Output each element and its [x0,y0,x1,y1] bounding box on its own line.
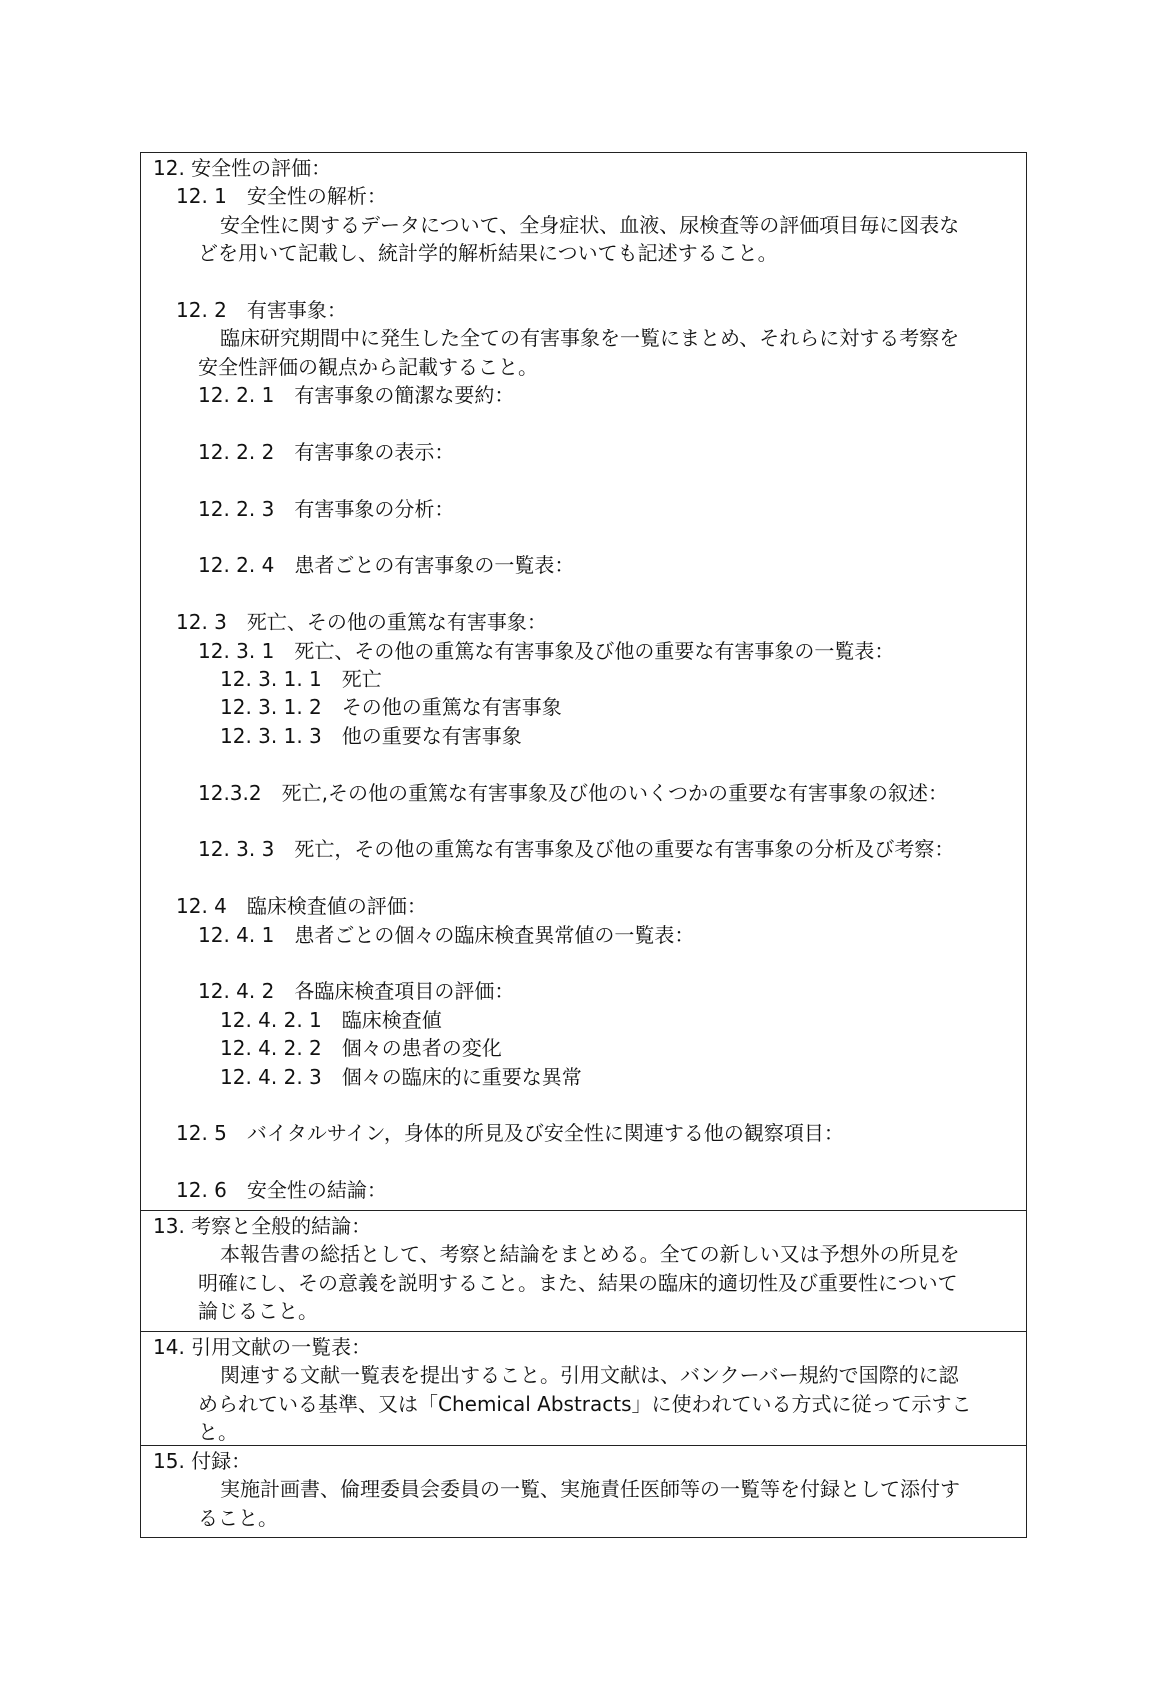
section-heading: 12. 安全性の評価： [153,156,332,180]
section-heading: 14. 引用文献の一覧表： [153,1335,372,1359]
paragraph-line: 安全性に関するデータについて、全身症状、血液、尿検査等の評価項目毎に図表な [220,212,960,237]
subsection-heading: 12. 4. 2. 2 個々の患者の変化 [220,1036,502,1061]
subsection-heading: 12. 3. 1. 2 その他の重篤な有害事象 [220,695,562,720]
paragraph-line: 関連する文献一覧表を提出すること。引用文献は、バンクーバー規約で国際的に認 [220,1363,959,1388]
subsection-heading: 12. 2. 3 有害事象の分析： [198,496,455,521]
blank-line [141,1148,1026,1176]
subsection-heading: 12. 4. 1 患者ごとの個々の臨床検査異常値の一覧表： [198,922,695,947]
subsection-heading: 12. 4 臨床検査値の評価： [176,894,427,919]
paragraph-line: 明確にし、その意義を説明すること。また、結果の臨床的適切性及び重要性について [198,1270,958,1295]
paragraph-line: 本報告書の総括として、考察と結論をまとめる。全ての新しい又は予想外の所見を [220,1242,960,1267]
section-heading: 15. 付録： [153,1449,252,1473]
subsection-heading: 12. 4. 2 各臨床検査項目の評価： [198,979,515,1004]
blank-line [141,1091,1026,1119]
subsection-heading: 12. 2 有害事象： [176,297,347,322]
blank-line [141,580,1026,608]
section-15-appendix [141,1445,1026,1537]
subsection-heading: 12. 6 安全性の結論： [176,1178,387,1203]
blank-line [141,268,1026,296]
subsection-heading: 12. 3. 1. 1 死亡 [220,667,382,692]
blank-line [141,410,1026,438]
paragraph-line: と。 [198,1420,238,1445]
subsection-heading: 12. 3 死亡、その他の重篤な有害事象： [176,610,547,635]
blank-line [141,750,1026,778]
paragraph-line: められている基準、又は「Chemical Abstracts」に使われている方式に従って示すこ [198,1391,972,1416]
section-14-references [141,1331,1026,1445]
subsection-heading: 12. 2. 2 有害事象の表示： [198,439,455,464]
paragraph-line: 臨床研究期間中に発生した全ての有害事象を一覧にまとめ、それらに対する考察を [220,326,960,351]
blank-line [141,864,1026,892]
subsection-heading: 12. 3. 1 死亡、その他の重篤な有害事象及び他の重要な有害事象の一覧表： [198,638,895,663]
subsection-heading: 12.3.2 死亡,その他の重篤な有害事象及び他のいくつかの重要な有害事象の叙述： [198,780,948,805]
paragraph-line: ること。 [198,1505,278,1530]
blank-line [141,807,1026,835]
paragraph-line: 安全性評価の観点から記載すること。 [198,354,538,379]
subsection-heading: 12. 4. 2. 3 個々の臨床的に重要な異常 [220,1064,582,1089]
section-13-discussion [141,1210,1026,1331]
paragraph-line: 論じること。 [198,1299,318,1324]
paragraph-line: 実施計画書、倫理委員会委員の一覧、実施責任医師等の一覧等を付録として添付す [220,1477,960,1502]
report-outline-table [140,152,1027,1538]
subsection-heading: 12. 2. 1 有害事象の簡潔な要約： [198,383,515,408]
blank-line [141,523,1026,551]
subsection-heading: 12. 3. 1. 3 他の重要な有害事象 [220,723,522,748]
section-12-safety-evaluation [141,153,1026,1210]
subsection-heading: 12. 3. 3 死亡，その他の重篤な有害事象及び他の重要な有害事象の分析及び考察： [198,837,955,862]
paragraph-line: どを用いて記載し、統計学的解析結果についても記述すること。 [198,241,778,266]
blank-line [141,466,1026,494]
subsection-heading: 12. 1 安全性の解析： [176,184,387,209]
subsection-heading: 12. 2. 4 患者ごとの有害事象の一覧表： [198,553,575,578]
subsection-heading: 12. 4. 2. 1 臨床検査値 [220,1007,442,1032]
subsection-heading: 12. 5 バイタルサイン，身体的所見及び安全性に関連する他の観察項目： [176,1121,844,1146]
section-heading: 13. 考察と全般的結論： [153,1214,372,1238]
blank-line [141,949,1026,977]
